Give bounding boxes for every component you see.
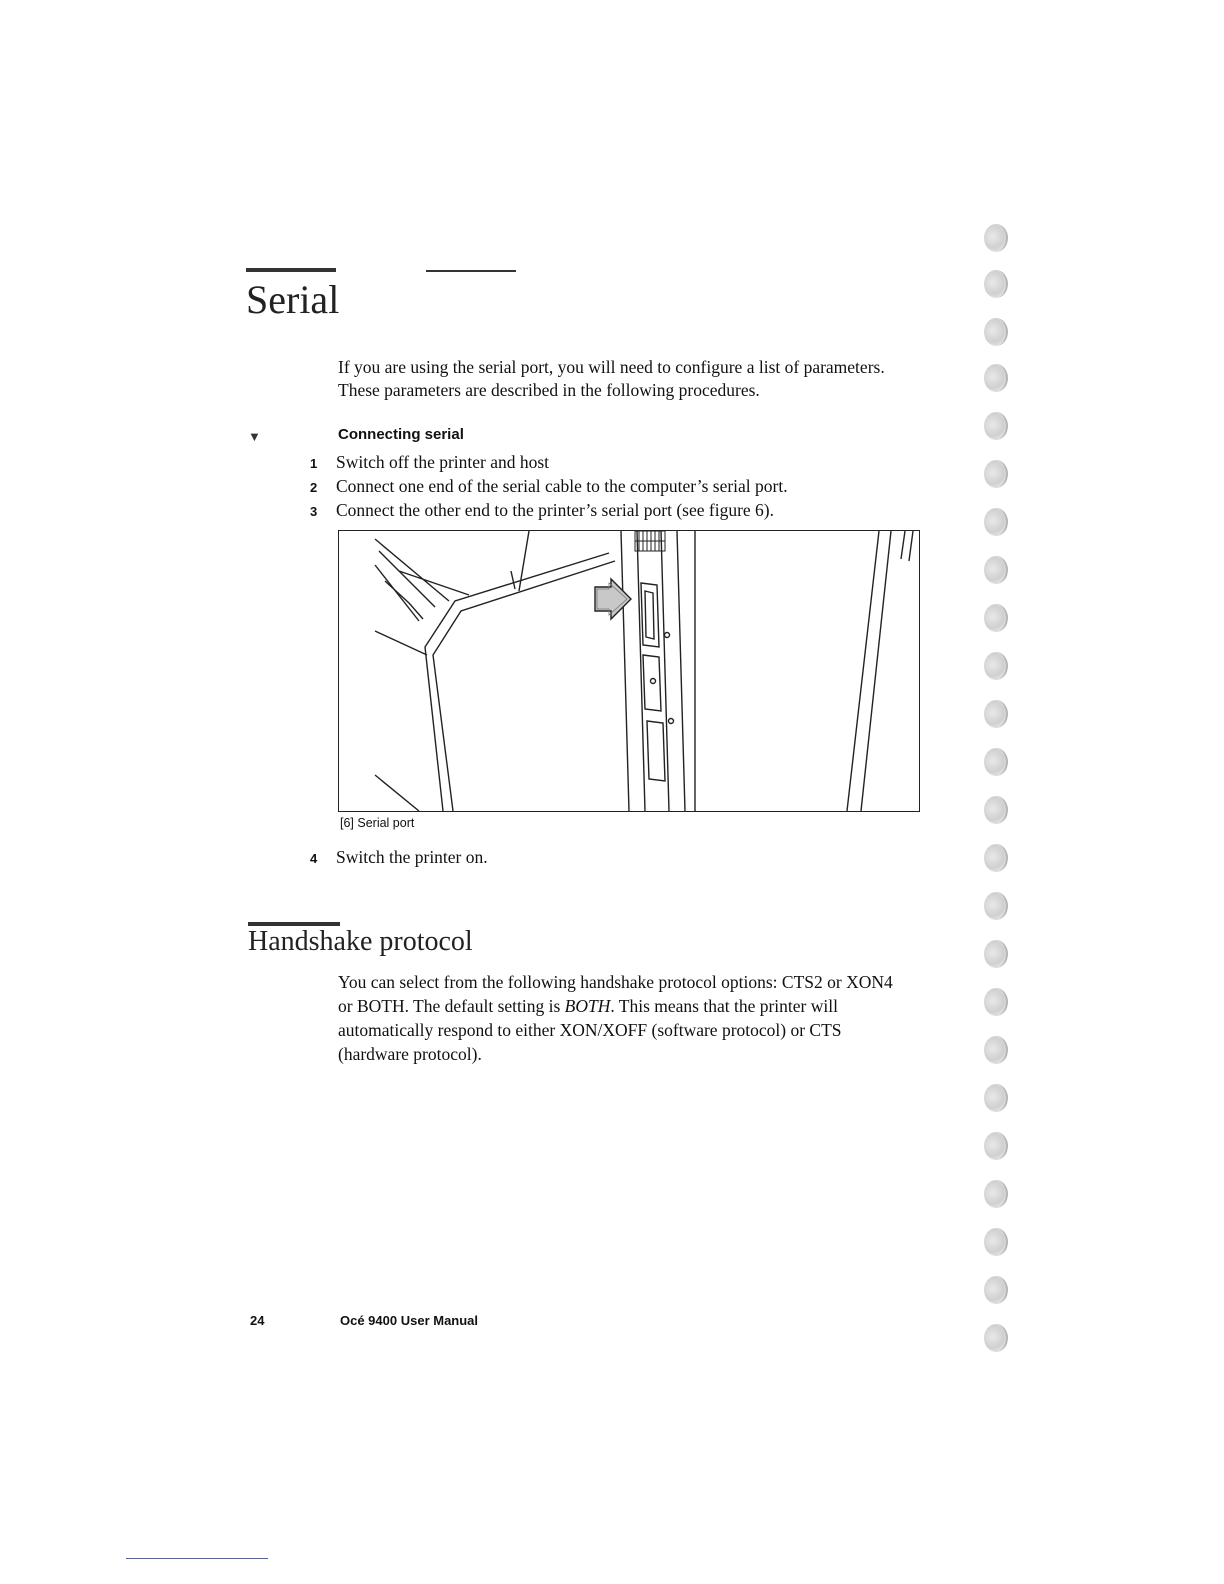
binding-hole <box>984 892 1008 920</box>
binding-hole <box>984 1180 1008 1208</box>
binding-hole <box>984 270 1008 298</box>
binding-hole <box>984 1036 1008 1064</box>
step-4 <box>310 846 488 870</box>
serial-port-illustration <box>339 531 920 812</box>
binding-hole <box>984 224 1008 252</box>
handshake-line-2 <box>338 995 928 1018</box>
step-number: 2 <box>310 480 318 495</box>
serial-intro-line-1: If you are using the serial port, you will need to configure a list of parameters. <box>338 357 885 377</box>
page-number: 24 <box>250 1313 265 1328</box>
binding-hole <box>984 412 1008 440</box>
figure-caption: [6] Serial port <box>340 816 415 830</box>
default-setting-value: BOTH <box>564 996 611 1016</box>
binding-hole <box>984 460 1008 488</box>
binding-hole <box>984 796 1008 824</box>
serial-port-figure <box>338 530 920 812</box>
binding-hole <box>984 604 1008 632</box>
handshake-line-3: automatically respond to either XON/XOFF (software protocol) or CTS <box>338 1020 842 1040</box>
serial-heading-rule <box>426 270 516 272</box>
step-number: 3 <box>310 504 318 519</box>
binding-hole <box>984 844 1008 872</box>
binding-hole <box>984 1324 1008 1352</box>
procedure-title: Connecting serial <box>338 426 464 443</box>
step-text: Switch off the printer and host <box>336 452 550 472</box>
step-number: 1 <box>310 456 318 471</box>
step-number: 4 <box>310 851 318 866</box>
binding-hole <box>984 508 1008 536</box>
step-text: Switch the printer on. <box>336 847 488 867</box>
binding-hole <box>984 988 1008 1016</box>
procedure-triangle-icon: ▼ <box>248 429 261 444</box>
step-text: Connect the other end to the printer’s serial port (see figure 6). <box>336 500 775 520</box>
handshake-line-2-post: . This means that the printer will <box>610 996 838 1016</box>
step-3 <box>310 499 774 523</box>
section-title-serial: Serial <box>246 277 340 322</box>
binding-hole <box>984 1276 1008 1304</box>
section-title-handshake: Handshake protocol <box>248 926 473 957</box>
binding-hole <box>984 364 1008 392</box>
bottom-edge-line <box>126 1558 268 1559</box>
binding-hole <box>984 318 1008 346</box>
serial-heading-bar <box>246 268 336 272</box>
serial-intro-line-2: These parameters are described in the following procedures. <box>338 380 760 400</box>
binding-hole <box>984 1084 1008 1112</box>
handshake-line-2-pre: or BOTH. The default setting is <box>338 996 565 1016</box>
binding-hole <box>984 748 1008 776</box>
step-text: Connect one end of the serial cable to the computer’s serial port. <box>336 476 788 496</box>
step-1 <box>310 451 549 475</box>
step-2 <box>310 475 788 499</box>
arrow-icon <box>595 579 631 619</box>
binding-hole <box>984 700 1008 728</box>
handshake-line-1: You can select from the following handshake protocol options: CTS2 or XON4 <box>338 972 893 992</box>
binding-hole <box>984 940 1008 968</box>
binding-hole <box>984 1132 1008 1160</box>
binding-hole <box>984 1228 1008 1256</box>
binding-hole <box>984 652 1008 680</box>
handshake-line-4: (hardware protocol). <box>338 1044 482 1064</box>
manual-title: Océ 9400 User Manual <box>340 1313 479 1328</box>
binding-hole <box>984 556 1008 584</box>
